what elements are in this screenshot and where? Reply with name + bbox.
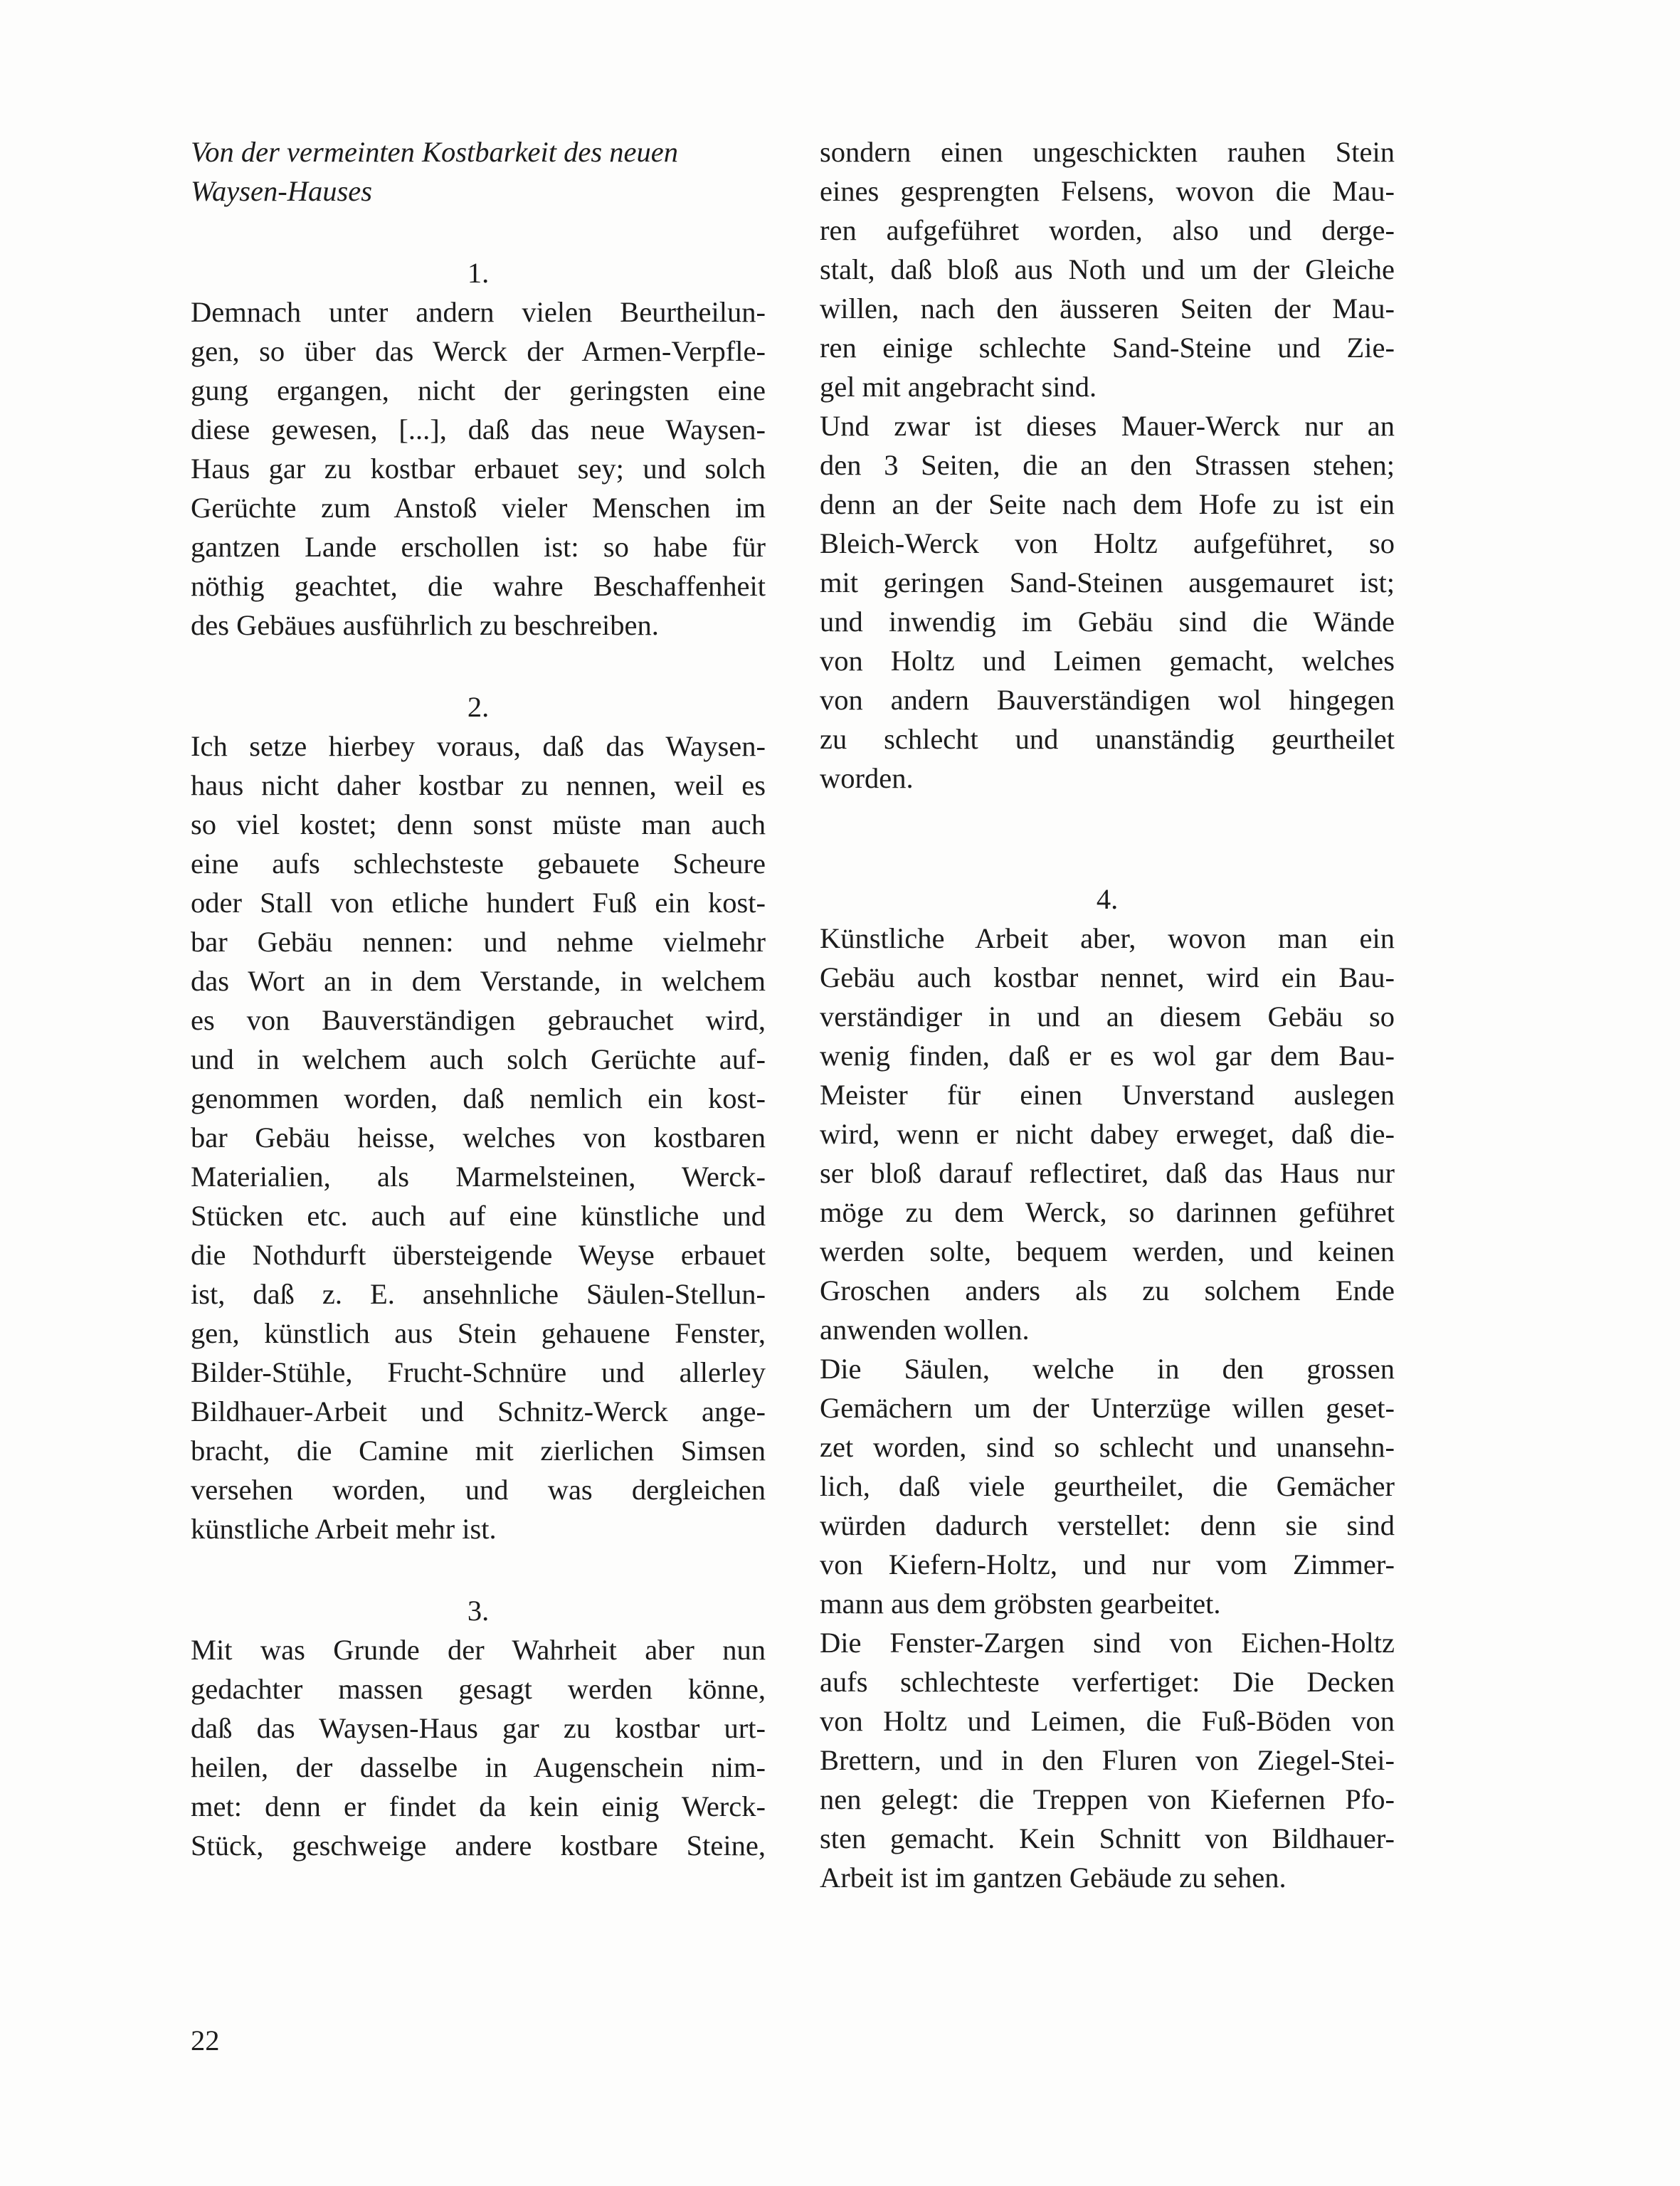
text-line: verständiger in und an diesem Gebäu so (820, 1000, 1395, 1033)
text-line: Brettern, und in den Fluren von Ziegel-Stei- (820, 1744, 1395, 1776)
text-line: Die Säulen, welche in den grossen (820, 1353, 1395, 1385)
text-line: stalt, daß bloß aus Noth und um der Gleiche (820, 253, 1395, 285)
text-line: Demnach unter andern vielen Beurtheilun- (191, 296, 766, 328)
text-line: das Wort an in dem Verstande, in welchem (191, 965, 766, 997)
text-line: Stück, geschweige andere kostbare Steine, (191, 1829, 766, 1862)
text-line: diese gewesen, [...], daß das neue Waysen- (191, 413, 766, 445)
text-line: werden solte, bequem werden, und keinen (820, 1235, 1395, 1267)
text-line: Groschen anders als zu solchem Ende (820, 1274, 1395, 1306)
text-line: nen gelegt: die Treppen von Kiefernen Pfo- (820, 1783, 1395, 1815)
text-line: und inwendig im Gebäu sind die Wände (820, 606, 1395, 638)
text-line: Bleich-Werck von Holtz aufgeführet, so (820, 527, 1395, 559)
section-number: 2. (467, 691, 490, 723)
text-line: willen, nach den äusseren Seiten der Mau- (820, 292, 1395, 324)
text-line: ist, daß z. E. ansehnliche Säulen-Stellun- (191, 1278, 766, 1310)
text-line: von andern Bauverständigen wol hingegen (820, 684, 1395, 716)
text-line: haus nicht daher kostbar zu nennen, weil es (191, 769, 766, 801)
heading-line: Waysen-Hauses (191, 175, 372, 207)
text-line: den 3 Seiten, die an den Strassen stehen; (820, 449, 1395, 481)
text-line: Stücken etc. auch auf eine künstliche und (191, 1200, 766, 1232)
text-line: gel mit angebracht sind. (820, 371, 1097, 403)
text-line: so viel kostet; denn sonst müste man auch (191, 808, 766, 840)
text-line: es von Bauverständigen gebrauchet wird, (191, 1004, 766, 1036)
text-line: wird, wenn er nicht dabey erweget, daß die- (820, 1118, 1395, 1150)
text-line: würden dadurch verstellet: denn sie sind (820, 1509, 1395, 1541)
text-line: zu schlecht und unanständig geurtheilet (820, 723, 1395, 755)
text-line: gantzen Lande erschollen ist: so habe für (191, 531, 766, 563)
text-line: met: denn er findet da kein einig Werck- (191, 1790, 766, 1822)
text-line: Bildhauer-Arbeit und Schnitz-Werck ange- (191, 1395, 766, 1427)
page-number: 22 (191, 2024, 220, 2056)
text-line: des Gebäues ausführlich zu beschreiben. (191, 609, 659, 641)
text-line: denn an der Seite nach dem Hofe zu ist ein (820, 488, 1395, 520)
text-line: von Holtz und Leimen, die Fuß-Böden von (820, 1705, 1395, 1737)
text-line: Gebäu auch kostbar nennet, wird ein Bau- (820, 961, 1395, 993)
text-line: aufs schlechteste verfertiget: Die Decken (820, 1666, 1395, 1698)
text-line: Ich setze hierbey voraus, daß das Waysen- (191, 730, 766, 762)
text-line: Und zwar ist dieses Mauer-Werck nur an (820, 410, 1395, 442)
text-line: Mit was Grunde der Wahrheit aber nun (191, 1634, 766, 1666)
section-number: 3. (467, 1595, 490, 1627)
text-line: künstliche Arbeit mehr ist. (191, 1513, 497, 1545)
text-line: sten gemacht. Kein Schnitt von Bildhauer- (820, 1822, 1395, 1854)
text-line: mann aus dem gröbsten gearbeitet. (820, 1588, 1221, 1620)
text-line: nöthig geachtet, die wahre Beschaffenheit (191, 570, 766, 602)
text-line: Gerüchte zum Anstoß vieler Menschen im (191, 492, 766, 524)
text-line: gedachter massen gesagt werden könne, (191, 1673, 766, 1705)
text-line: lich, daß viele geurtheilet, die Gemächer (820, 1470, 1395, 1502)
text-line: Meister für einen Unverstand auslegen (820, 1079, 1395, 1111)
text-line: wenig finden, daß er es wol gar dem Bau- (820, 1040, 1395, 1072)
text-line: von Holtz und Leimen gemacht, welches (820, 645, 1395, 677)
text-line: Materialien, als Marmelsteinen, Werck- (191, 1161, 766, 1193)
text-line: zet worden, sind so schlecht und unansehn- (820, 1431, 1395, 1463)
right-column (820, 132, 1395, 1897)
left-column (191, 132, 766, 1865)
text-line: Gemächern um der Unterzüge willen geset- (820, 1392, 1395, 1424)
text-line: ser bloß darauf reflectiret, daß das Haus nur (820, 1157, 1395, 1189)
text-line: ren aufgeführet worden, also und derge- (820, 214, 1395, 246)
text-line: sondern einen ungeschickten rauhen Stein (820, 136, 1395, 168)
text-line: daß das Waysen-Haus gar zu kostbar urt- (191, 1712, 766, 1744)
text-line: bar Gebäu nennen: und nehme vielmehr (191, 926, 766, 958)
text-line: gen, so über das Werck der Armen-Verpfle- (191, 335, 766, 367)
text-line: anwenden wollen. (820, 1314, 1030, 1346)
text-line: und in welchem auch solch Gerüchte auf- (191, 1043, 766, 1075)
text-line: von Kiefern-Holtz, und nur vom Zimmer- (820, 1548, 1395, 1580)
text-line: bracht, die Camine mit zierlichen Simsen (191, 1435, 766, 1467)
text-line: Künstliche Arbeit aber, wovon man ein (820, 922, 1395, 954)
text-line: eines gesprengten Felsens, wovon die Mau- (820, 175, 1395, 207)
section-number: 1. (467, 257, 490, 289)
text-line: die Nothdurft übersteigende Weyse erbauet (191, 1239, 766, 1271)
text-line: mit geringen Sand-Steinen ausgemauret ist; (820, 566, 1395, 598)
text-line: gung ergangen, nicht der geringsten eine (191, 374, 766, 406)
text-line: heilen, der dasselbe in Augenschein nim- (191, 1751, 766, 1783)
text-line: Die Fenster-Zargen sind von Eichen-Holtz (820, 1627, 1395, 1659)
text-line: oder Stall von etliche hundert Fuß ein kost- (191, 887, 766, 919)
text-line: möge zu dem Werck, so darinnen geführet (820, 1196, 1395, 1228)
text-line: versehen worden, und was dergleichen (191, 1474, 766, 1506)
text-line: eine aufs schlechsteste gebauete Scheure (191, 848, 766, 880)
text-line: gen, künstlich aus Stein gehauene Fenster, (191, 1317, 766, 1349)
text-line: bar Gebäu heisse, welches von kostbaren (191, 1121, 766, 1153)
text-line: genommen worden, daß nemlich ein kost- (191, 1082, 766, 1114)
text-line: Bilder-Stühle, Frucht-Schnüre und allerley (191, 1356, 766, 1388)
text-line: Arbeit ist im gantzen Gebäude zu sehen. (820, 1862, 1287, 1894)
heading-line: Von der vermeinten Kostbarkeit des neuen (191, 136, 678, 168)
text-line: Haus gar zu kostbar erbauet sey; und solch (191, 453, 766, 485)
text-line: worden. (820, 762, 914, 794)
section-number: 4. (1096, 883, 1119, 915)
text-line: ren einige schlechte Sand-Steine und Zie- (820, 332, 1395, 364)
